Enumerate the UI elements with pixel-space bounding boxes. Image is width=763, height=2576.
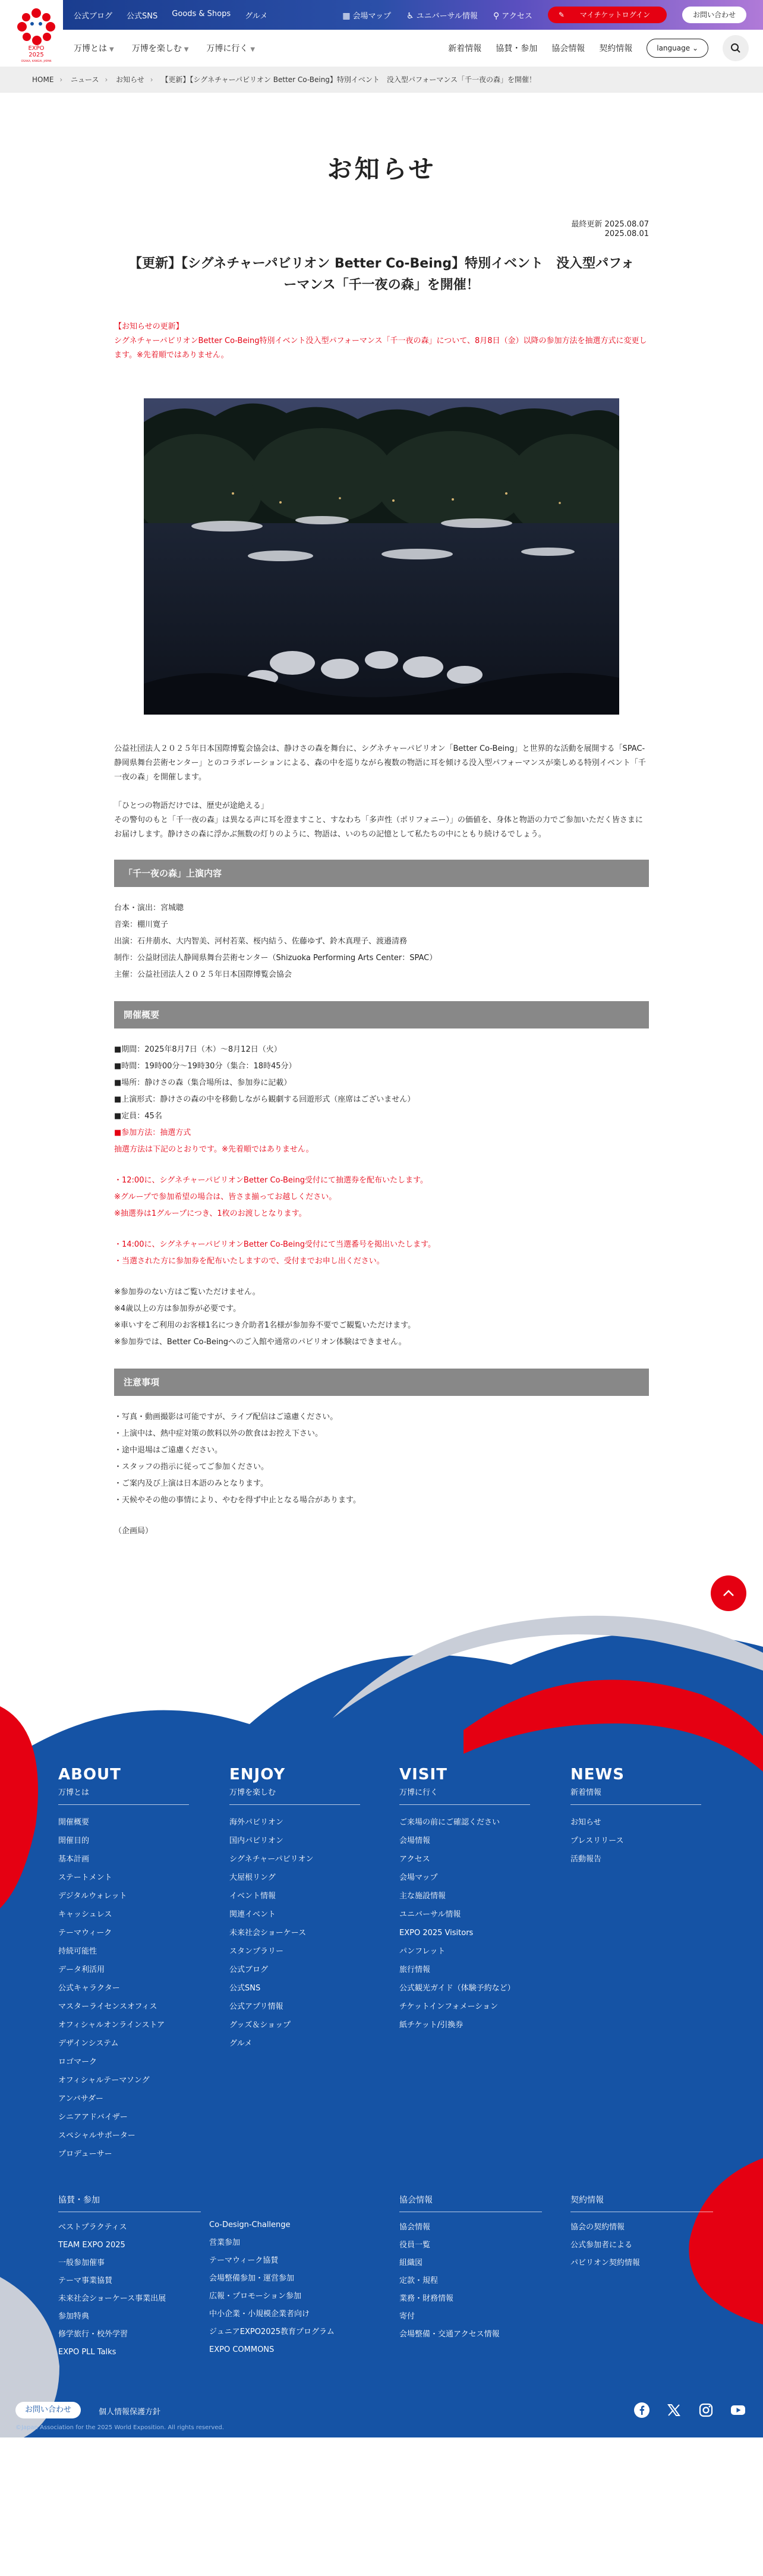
footer-link-list — [58, 2220, 201, 2360]
footer-link[interactable]: テーマウィーク — [58, 1929, 112, 1937]
footer-link[interactable]: EXPO PLL Talks — [58, 2348, 116, 2357]
footer-link[interactable]: 協会情報 — [399, 2223, 431, 2232]
footer-link[interactable]: 会場整備参加・運営参加 — [209, 2274, 295, 2283]
nav-association[interactable]: 協会情報 — [551, 44, 585, 54]
footer-sponsor-col — [58, 2194, 201, 2363]
search-button[interactable] — [723, 35, 749, 61]
footer-link[interactable]: パンフレット — [399, 1947, 446, 1956]
footer-col-subtitle: 新着情報 — [570, 1786, 701, 1805]
chevron-down-icon: ▼ — [109, 46, 114, 53]
expo-logo[interactable] — [14, 7, 58, 64]
footer-link-list — [570, 1816, 701, 1867]
footer-link[interactable]: 関連イベント — [229, 1910, 276, 1919]
overview-details — [114, 1042, 649, 1351]
intro-quote-paragraph — [114, 799, 649, 842]
footer-link[interactable]: ステートメント — [58, 1873, 112, 1882]
footer-link[interactable]: 修学旅行・校外学習 — [58, 2330, 128, 2339]
footer-col-subtitle: 万博に行く — [399, 1786, 530, 1805]
footer-link[interactable]: 参加特典 — [58, 2312, 90, 2321]
footer-link[interactable]: オフィシャルテーマソング — [58, 2076, 150, 2085]
footer-link-list — [229, 1816, 360, 2051]
publish-date: 2025.08.01 — [604, 229, 649, 238]
nav-visit[interactable]: 万博に行く ▼ — [206, 44, 256, 54]
footer-link[interactable]: イベント情報 — [229, 1892, 276, 1901]
footer-link[interactable]: 紙チケット/引換券 — [399, 2021, 464, 2030]
footer-link[interactable]: シニアアドバイザー — [58, 2113, 128, 2122]
footer-col-visit — [399, 1766, 530, 2037]
contact-button[interactable]: お問い合わせ — [682, 7, 746, 23]
footer-col-news — [570, 1766, 701, 1871]
credit-line: 台本・演出：宮城聰 — [114, 904, 184, 913]
footer-link[interactable]: キャッシュレス — [58, 1910, 112, 1919]
access-link[interactable]: ⚲ アクセス — [493, 11, 532, 21]
breadcrumb-home[interactable]: HOME — [32, 76, 54, 84]
universal-link[interactable]: ♿ ユニバーサル情報 — [406, 11, 478, 21]
ticket-note: ※車いすをご利用のお客様1名につき介助者1名様が参加券不要でご観覧いただけます。 — [114, 1321, 416, 1330]
footer-link[interactable]: EXPO 2025 Visitors — [399, 1929, 474, 1937]
last-updated: 最終更新 2025.08.07 — [571, 220, 649, 229]
footer-link[interactable]: 公式アプリ情報 — [229, 2002, 283, 2011]
credit-line: 音楽：棚川寛子 — [114, 920, 169, 929]
copyright: ©Japan Association for the 2025 World Exposition. All rights reserved. — [15, 2424, 224, 2431]
footer-link[interactable]: グルメ — [229, 2039, 253, 2048]
footer-col-subtitle: 万博を楽しむ — [229, 1786, 360, 1805]
top-link-gourmet[interactable]: グルメ — [245, 11, 268, 21]
svg-text:OSAKA, KANSAI, JAPAN: OSAKA, KANSAI, JAPAN — [21, 60, 52, 63]
footer-link[interactable]: EXPO COMMONS — [209, 2345, 275, 2354]
venue-map-link[interactable]: ▦ 会場マップ — [342, 11, 392, 21]
updated-dates — [114, 220, 649, 239]
caution-item: ・途中退場はご遠慮ください。 — [114, 1446, 223, 1455]
footer-link[interactable]: スタンプラリー — [229, 1947, 284, 1956]
ticket-note: ※参加券では、Better Co-Beingへのご入館や通常のパビリオン体験はできません。 — [114, 1338, 406, 1347]
footer-link[interactable]: アンバサダー — [58, 2094, 103, 2103]
footer-link[interactable]: チケットインフォメーション — [399, 2002, 499, 2011]
section-overview-heading: 開催概要 — [114, 1001, 649, 1028]
article-title: 【更新】【シグネチャーパビリオン Better Co-Being】特別イベント 没入型パフォーマンス「千一夜の森」を開催！ — [128, 256, 635, 292]
map-icon: ▦ — [342, 11, 351, 21]
footer-link[interactable]: 組織図 — [399, 2259, 423, 2267]
detail-method-note: 抽選方法は下記のとおりです。※先着順ではありません。 — [114, 1145, 314, 1154]
accessibility-icon: ♿ — [406, 11, 414, 21]
detail-period: ■期間：2025年8月7日（木）〜8月12日（火） — [114, 1045, 282, 1054]
footer-link[interactable]: ジュニアEXPO2025教育プログラム — [209, 2327, 335, 2336]
back-to-top-button[interactable] — [711, 1575, 746, 1611]
footer-col-enjoy — [229, 1766, 360, 2055]
footer-link[interactable]: 一般参加催事 — [58, 2259, 105, 2267]
caution-item: ・スタッフの指示に従ってご参加ください。 — [114, 1462, 269, 1471]
footer-link[interactable]: 活動報告 — [570, 1855, 602, 1864]
top-link-goods[interactable]: Goods & Shops — [172, 9, 231, 18]
footer-link[interactable]: 未来社会ショーケース — [229, 1929, 307, 1937]
facebook-icon[interactable] — [633, 2402, 650, 2421]
footer-link[interactable]: プレスリリース — [570, 1836, 624, 1845]
lottery-step-2: ・14:00に、シグネチャーパビリオンBetter Co-Being受付にて当選番号を掲出いたします。 — [114, 1240, 436, 1249]
footer-link[interactable]: 会場マップ — [399, 1873, 438, 1882]
top-link-blog[interactable]: 公式ブログ — [74, 11, 113, 21]
pin-icon: ⚲ — [493, 11, 500, 21]
credit-line: 出演：石井萠水、大内智美、河村若菜、桜内結う、佐藤ゆず、鈴木真理子、渡邉清務 — [114, 937, 407, 946]
detail-format: ■上演形式：静けさの森の中を移動しながら観劇する回遊形式（座席はございません） — [114, 1095, 415, 1104]
footer-link-list — [399, 1816, 530, 2033]
social-links — [633, 2402, 746, 2421]
footer-link[interactable]: 定款・規程 — [399, 2276, 439, 2285]
breadcrumb-news[interactable]: ニュース — [71, 76, 99, 84]
ticket-note: ※参加券のない方はご覧いただけません。 — [114, 1288, 260, 1297]
footer-link-list — [58, 1816, 189, 2162]
footer-link[interactable]: データ利活用 — [58, 1965, 105, 1974]
footer-contract-col — [570, 2194, 713, 2274]
credit-line: 主催：公益社団法人２０２５年日本国際博覧会協会 — [114, 970, 292, 979]
page-title: お知らせ — [327, 155, 436, 184]
footer-lower-heading: 協賛・参加 — [58, 2194, 201, 2212]
footer-link-list — [399, 2220, 542, 2342]
x-icon[interactable] — [666, 2402, 682, 2421]
footer-link[interactable]: 国内パビリオン — [229, 1836, 283, 1845]
footer-link[interactable]: 公式ブログ — [229, 1965, 269, 1974]
footer-sponsor-col-2 — [209, 2194, 335, 2361]
detail-method: ■参加方法：抽選方式 — [114, 1128, 191, 1137]
footer-link-list — [570, 2220, 713, 2270]
footer-contact-button[interactable]: お問い合わせ — [15, 2402, 81, 2418]
footer-link[interactable]: 未来社会ショーケース事業出展 — [58, 2294, 166, 2303]
utility-bar — [63, 0, 763, 30]
footer-col-title: NEWS — [570, 1766, 625, 1784]
footer-link-list — [209, 2218, 335, 2357]
footer-link[interactable]: シグネチャーパビリオン — [229, 1855, 314, 1864]
caution-item: ・天候やその他の事情により、やむを得ず中止となる場合があります。 — [114, 1496, 361, 1505]
main-nav — [63, 30, 763, 67]
breadcrumb: HOME › ニュース › お知らせ › 【更新】【シグネチャーパビリオン Better Co-Being】特別イベント 没入型パフォーマンス「千一夜の森」を開催！ — [0, 67, 763, 93]
nav-enjoy[interactable]: 万博を楽しむ ▼ — [131, 44, 189, 54]
footer-link[interactable]: デザインシステム — [58, 2039, 119, 2048]
top-link-sns[interactable]: 公式SNS — [127, 11, 158, 21]
footer-link[interactable]: 広報・プロモーション参加 — [209, 2292, 301, 2301]
caution-item: ・上演中は、熱中症対策の飲料以外の飲食はお控え下さい。 — [114, 1429, 323, 1438]
caution-item: ・ご案内及び上演は日本語のみとなります。 — [114, 1479, 268, 1488]
footer-lower-heading: 協会情報 — [399, 2194, 542, 2212]
footer-link[interactable]: 業務・財務情報 — [399, 2294, 454, 2303]
nav-about[interactable]: 万博とは ▼ — [74, 44, 114, 54]
svg-text:2025: 2025 — [29, 52, 44, 58]
footer-link[interactable]: 主な施設情報 — [399, 1892, 446, 1901]
footer-link[interactable]: 持続可能性 — [58, 1947, 97, 1956]
footer-link[interactable]: グッズ＆ショップ — [229, 2021, 291, 2030]
footer-association-col — [399, 2194, 542, 2345]
footer-link[interactable]: オフィシャルオンラインストア — [58, 2021, 165, 2030]
footer-link[interactable]: 開催概要 — [58, 1818, 90, 1827]
footer-col-about — [58, 1766, 189, 2166]
chevron-down-icon: ⌄ — [692, 44, 698, 52]
breadcrumb-current: 【更新】【シグネチャーパビリオン Better Co-Being】特別イベント 没入型パフォーマンス「千一夜の森」を開催！ — [161, 76, 536, 84]
footer-link[interactable]: 寄付 — [399, 2312, 415, 2321]
footer-link[interactable]: 協会の契約情報 — [570, 2223, 625, 2232]
section-notes-heading: 注意事項 — [114, 1369, 649, 1396]
detail-place: ■場所：静けさの森（集合場所は、参加券に記載） — [114, 1078, 292, 1087]
article — [114, 220, 649, 1540]
footer-link[interactable]: スペシャルサポーター — [58, 2131, 135, 2140]
privacy-policy-link[interactable]: 個人情報保護方針 — [99, 2408, 161, 2417]
caution-list — [114, 1409, 649, 1509]
footer-link[interactable]: ロゴマーク — [58, 2058, 97, 2067]
footer-link[interactable]: デジタルウォレット — [58, 1892, 127, 1901]
chevron-down-icon: ▼ — [184, 46, 189, 53]
intro-quote: 「ひとつの物語だけでは、歴史が途絶える」 — [114, 801, 269, 810]
footer-link[interactable]: 営業参加 — [209, 2238, 241, 2247]
ticket-icon: ✎ — [558, 11, 565, 19]
footer-link[interactable]: 旅行情報 — [399, 1965, 431, 1974]
svg-text:EXPO: EXPO — [28, 45, 45, 52]
footer-link[interactable]: ベストプラクティス — [58, 2223, 127, 2232]
detail-capacity: ■定員：45名 — [114, 1112, 162, 1121]
footer-link[interactable]: 会場整備・交通アクセス情報 — [399, 2330, 500, 2339]
search-icon — [730, 43, 741, 54]
footer-lower-heading: 契約情報 — [570, 2194, 713, 2212]
footer-link[interactable]: 開催目的 — [58, 1836, 90, 1845]
lottery-step-1: ・12:00に、シグネチャーパビリオンBetter Co-Being受付にて抽選券を配布いたします。 — [114, 1176, 428, 1185]
intro-paragraph: 公益社団法人２０２５年日本国際博覧会協会は、静けさの森を舞台に、シグネチャーパビリオン「Better Co-Being」と世界的な活動を展開する「SPAC-静岡県舞台芸術センター」とのコラボレーションによる、森の中を巡りながら複数の物語に耳を傾ける没入型パフォーマンスが楽しめる特別イベント「千一夜の森」を開催します。 — [114, 744, 646, 782]
footer-link[interactable]: テーマ事業協賛 — [58, 2276, 113, 2285]
notice-head: 【お知らせの更新】 — [114, 322, 184, 331]
site-footer — [0, 1575, 763, 2437]
footer-link[interactable]: 基本計画 — [58, 1855, 90, 1864]
nav-news[interactable]: 新着情報 — [448, 44, 482, 54]
footer-col-title: VISIT — [399, 1766, 447, 1784]
footer-link[interactable]: 公式SNS — [229, 1984, 261, 1993]
credit-line: 制作：公益財団法人静岡県舞台芸術センター（Shizuoka Performing Arts Center：SPAC） — [114, 954, 437, 963]
footer-link[interactable]: 公式キャラクター — [58, 1984, 120, 1993]
footer-link[interactable]: テーマウィーク協賛 — [209, 2256, 279, 2265]
language-select[interactable]: language ⌄ — [647, 39, 708, 58]
nav-contract[interactable]: 契約情報 — [599, 44, 633, 54]
my-ticket-login-button[interactable]: ✎ マイチケットログイン — [548, 7, 667, 23]
footer-link[interactable]: TEAM EXPO 2025 — [58, 2241, 125, 2250]
footer-link[interactable]: パビリオン契約情報 — [570, 2259, 640, 2267]
section-performance-heading: 「千一夜の森」上演内容 — [114, 860, 649, 887]
footer-link[interactable]: 役員一覧 — [399, 2241, 431, 2250]
caution-item: ・写真・動画撮影は可能ですが、ライブ配信はご遠慮ください。 — [114, 1413, 338, 1421]
footer-col-subtitle: 万博とは — [58, 1786, 189, 1805]
breadcrumb-notices[interactable]: お知らせ — [116, 76, 144, 84]
youtube-icon[interactable] — [730, 2402, 746, 2421]
footer-link[interactable]: ご来場の前にご確認ください — [399, 1818, 500, 1827]
lottery-note: ・当選された方に参加券を配布いたしますので、受付までお申し出ください。 — [114, 1257, 384, 1266]
footer-link[interactable]: 海外パビリオン — [229, 1818, 283, 1827]
chevron-down-icon: ▼ — [250, 46, 256, 53]
footer-link[interactable]: マスターライセンスオフィス — [58, 2002, 157, 2011]
update-notice — [114, 320, 649, 363]
performance-credits — [114, 900, 649, 983]
hero-image — [144, 398, 619, 715]
footer-link[interactable]: 大屋根リング — [229, 1873, 276, 1882]
footer-link[interactable]: ユニバーサル情報 — [399, 1910, 461, 1919]
lottery-note: ※抽選券は1グループにつき、1枚のお渡しとなります。 — [114, 1209, 307, 1218]
footer-link[interactable]: Co-Design-Challenge — [209, 2220, 291, 2229]
detail-time: ■時間：19時00分〜19時30分（集合：18時45分） — [114, 1062, 297, 1071]
notice-body: シグネチャーパビリオンBetter Co-Being特別イベント没入型パフォーマンス「千一夜の森」について、8月8日（金）以降の参加方法を抽選方式に変更します。※先着順ではありません。 — [114, 336, 647, 360]
footer-col-title: ENJOY — [229, 1766, 286, 1784]
footer-link[interactable]: 中小企業・小規模企業者向け — [209, 2310, 310, 2319]
footer-link[interactable]: 公式観光ガイド（体験予約など） — [399, 1984, 515, 1993]
lottery-note: ※グループで参加希望の場合は、皆さま揃ってお越しください。 — [114, 1193, 337, 1201]
footer-link[interactable]: 会場情報 — [399, 1836, 431, 1845]
footer-col-title: ABOUT — [58, 1766, 121, 1784]
instagram-icon[interactable] — [698, 2402, 714, 2421]
intro-body: その警句のもと「千一夜の森」は異なる声に耳を澄ますこと、すなわち「多声性（ポリフォニー）」の価値を、身体と物語の力でご参加いただく皆さまにお届けします。静けさの森に浮かぶ無数の灯りのように、物語は、いのちの記憶として私たちの中にともり続けるでしょう。 — [114, 816, 643, 839]
chevron-up-icon — [723, 1590, 734, 1597]
site-header — [0, 0, 763, 67]
footer-link[interactable]: お知らせ — [570, 1818, 601, 1827]
ticket-note: ※4歳以上の方は参加券が必要です。 — [114, 1304, 241, 1313]
footer-link[interactable]: 公式参加者による — [570, 2241, 633, 2250]
footer-link[interactable]: プロデューサー — [58, 2150, 112, 2159]
footer-link[interactable]: アクセス — [399, 1855, 430, 1864]
organizer: （企画局） — [114, 1527, 153, 1536]
nav-sponsor[interactable]: 協賛・参加 — [496, 44, 538, 54]
